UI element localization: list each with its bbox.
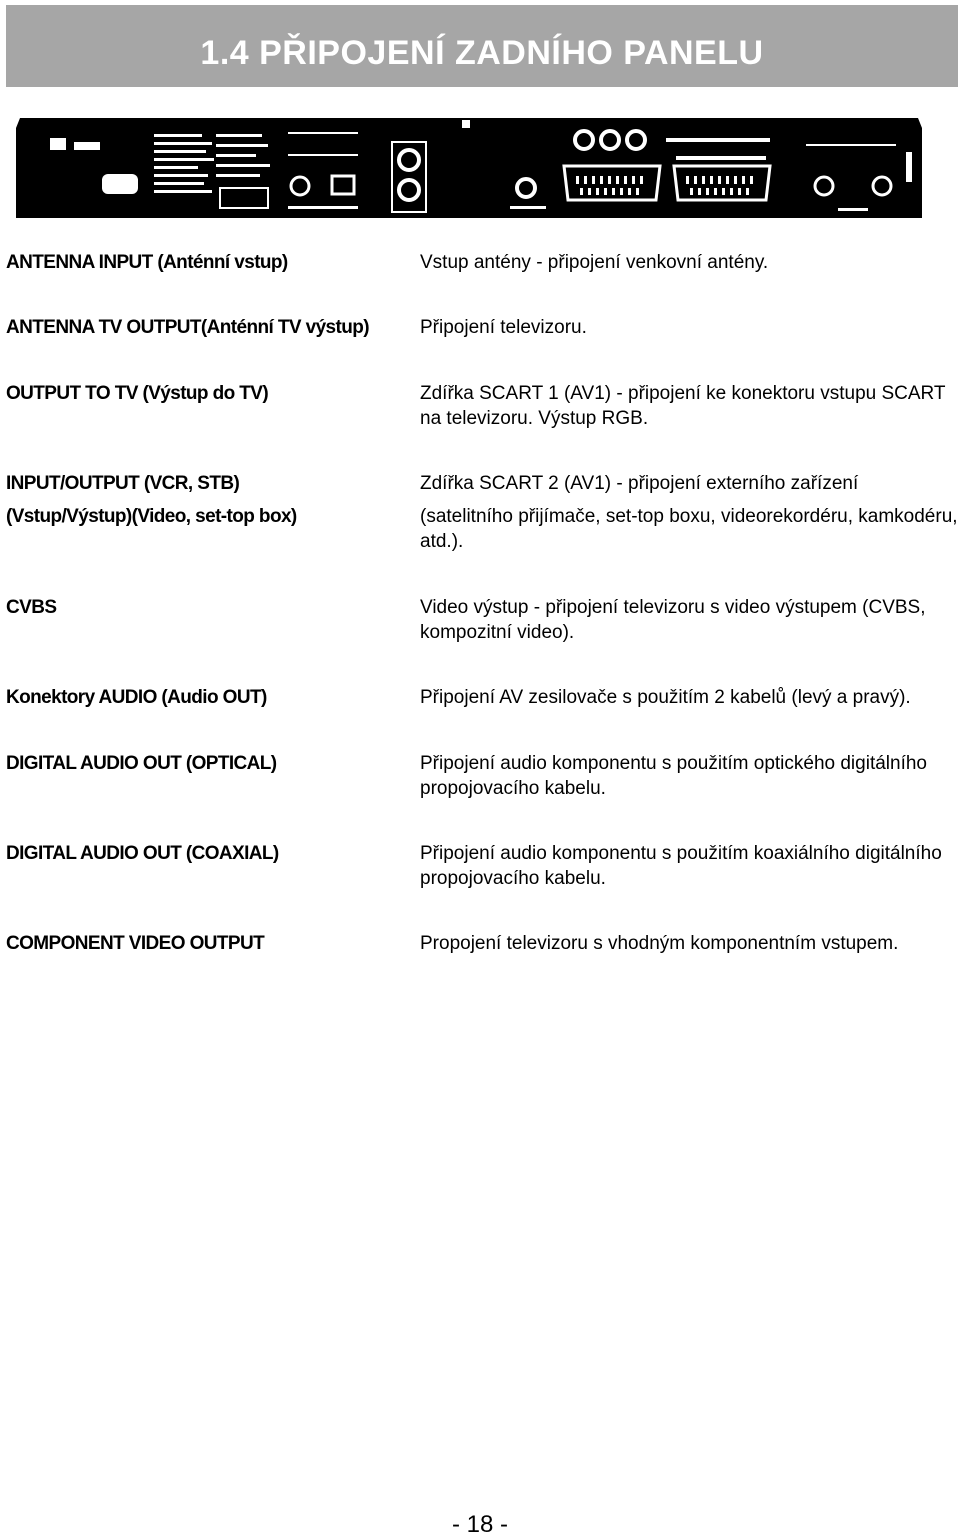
connection-term: Konektory AUDIO (Audio OUT): [6, 687, 267, 708]
connection-description: Připojení audio komponentu s použitím koaxiálního digitálního propojovacího kabelu.: [420, 843, 942, 889]
connection-description: Připojení AV zesilovače s použitím 2 kabelů (levý a pravý).: [420, 687, 911, 708]
connection-description: Propojení televizoru s vhodným komponentním vstupem.: [420, 933, 899, 954]
connection-term: INPUT/OUTPUT (VCR, STB): [6, 473, 240, 494]
connection-term: OUTPUT TO TV (Výstup do TV): [6, 383, 269, 404]
connection-description: Zdířka SCART 2 (AV1) - připojení externího zařízení: [420, 473, 859, 494]
connection-description-line2: (satelitního přijímače, set-top boxu, videorekordéru, kamkodéru, atd.).: [420, 506, 958, 552]
connection-term: ANTENNA INPUT (Anténní vstup): [6, 252, 288, 273]
section-header: [6, 5, 958, 87]
connection-term: DIGITAL AUDIO OUT (OPTICAL): [6, 753, 277, 774]
connection-description: Připojení audio komponentu s použitím optického digitálního propojovacího kabelu.: [420, 753, 927, 799]
page-number: - 18 -: [451, 1511, 508, 1538]
connection-term: ANTENNA TV OUTPUT(Anténní TV výstup): [6, 317, 369, 338]
page-title: 1.4 PŘIPOJENÍ ZADNÍHO PANELU: [200, 34, 764, 72]
connection-description: Připojení televizoru.: [420, 317, 587, 338]
connection-term: DIGITAL AUDIO OUT (COAXIAL): [6, 843, 279, 864]
rear-panel-illustration: [16, 114, 922, 218]
connection-term: COMPONENT VIDEO OUTPUT: [6, 933, 265, 954]
rear-panel-image: [16, 114, 922, 218]
connection-term: CVBS: [6, 597, 57, 618]
connection-description: Video výstup - připojení televizoru s video výstupem (CVBS, kompozitní video).: [420, 597, 926, 643]
connection-description: Zdířka SCART 1 (AV1) - připojení ke konektoru vstupu SCART na televizoru. Výstup RGB.: [420, 383, 946, 429]
connection-description: Vstup antény - připojení venkovní antény.: [420, 252, 769, 273]
connection-term-line2: (Vstup/Výstup)(Video, set-top box): [6, 506, 297, 527]
